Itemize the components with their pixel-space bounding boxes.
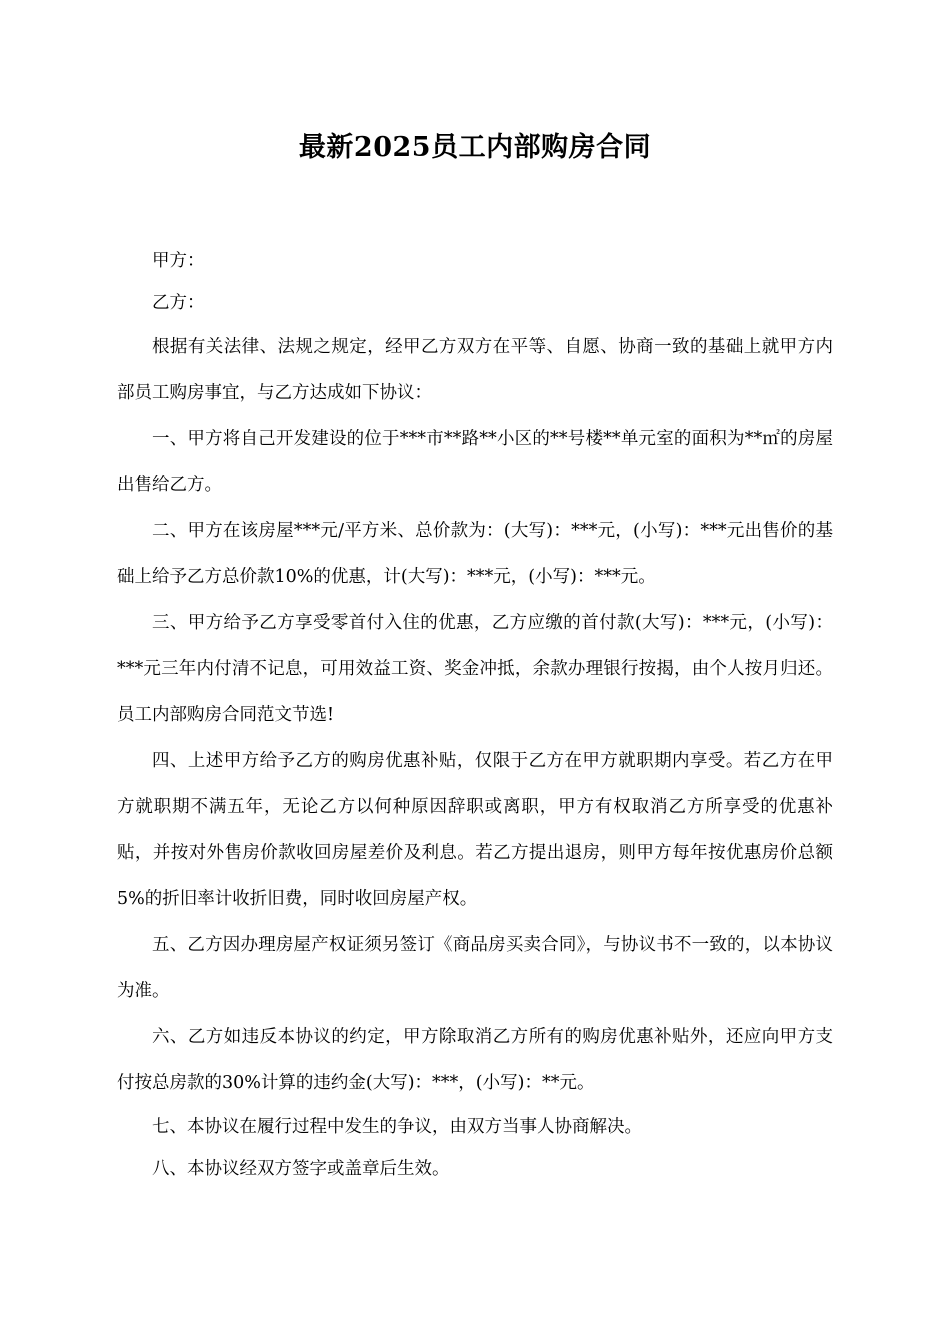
document-title: 最新2025员工内部购房合同	[298, 132, 652, 163]
clause-1: 一、甲方将自己开发建设的位于***市**路**小区的**号楼**单元室的面积为**㎡的房屋出售给乙方。	[117, 429, 833, 495]
document-body	[117, 240, 833, 1190]
clause-7: 七、本协议在履行过程中发生的争议，由双方当事人协商解决。	[152, 1117, 642, 1137]
party-b-line: 乙方：	[152, 293, 205, 313]
clause-4: 四、上述甲方给予乙方的购房优惠补贴，仅限于乙方在甲方就职期内享受。若乙方在甲方就职期不满五年，无论乙方以何种原因辞职或离职，甲方有权取消乙方所享受的优惠补贴，并按对外售房价款收回房屋差价及利息。若乙方提出退房，则甲方每年按优惠房价总额5%的折旧率计收折旧费，同时收回房屋产权。	[117, 751, 833, 909]
clause-8: 八、本协议经双方签字或盖章后生效。	[152, 1159, 450, 1179]
clause-6: 六、乙方如违反本协议的约定，甲方除取消乙方所有的购房优惠补贴外，还应向甲方支付按总房款的30%计算的违约金(大写)：***，(小写)：**元。	[117, 1027, 833, 1093]
clause-5: 五、乙方因办理房屋产权证须另签订《商品房买卖合同》，与协议书不一致的，以本协议为准。	[117, 935, 833, 1001]
clause-3: 三、甲方给予乙方享受零首付入住的优惠，乙方应缴的首付款(大写)：***元，(小写)：***元三年内付清不记息，可用效益工资、奖金冲抵，余款办理银行按揭，由个人按月归还。员工内部购房合同范文节选!	[117, 613, 833, 725]
preamble-paragraph: 根据有关法律、法规之规定，经甲乙方双方在平等、自愿、协商一致的基础上就甲方内部员工购房事宜，与乙方达成如下协议：	[117, 337, 833, 403]
party-a-line: 甲方：	[152, 251, 205, 271]
clause-2: 二、甲方在该房屋***元/平方米、总价款为：(大写)：***元，(小写)：***元出售价的基础上给予乙方总价款10%的优惠，计(大写)：***元，(小写)：***元。	[117, 521, 833, 587]
